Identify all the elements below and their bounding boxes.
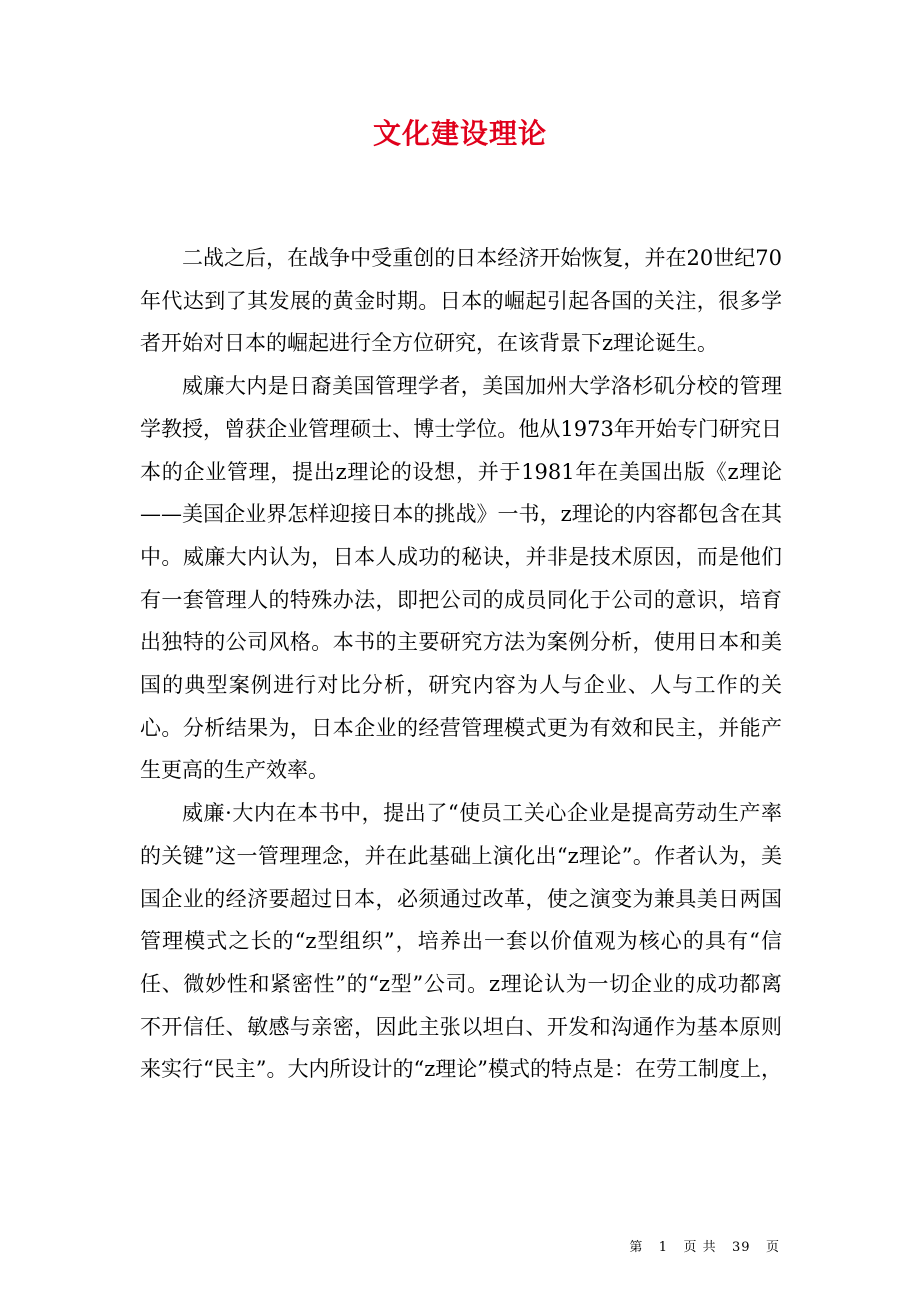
page-label-suffix: 页 — [765, 1240, 780, 1255]
page-label-prefix: 第 — [629, 1240, 644, 1255]
total-pages-number: 39 — [732, 1240, 751, 1255]
current-page-number: 1 — [658, 1240, 669, 1255]
paragraph-2: 威廉大内是日裔美国管理学者，美国加州大学洛杉矶分校的管理学教授，曾获企业管理硕士、博士学位。他从1973年开始专门研究日本的企业管理，提出z理论的设想，并于1981年在美国出版《z理论——美国企业界怎样迎接日本的挑战》一书，z理论的内容都包含在其中。威廉大内认为，日本人成功的秘诀，并非是技术原因，而是他们有一套管理人的特殊办法，即把公司的成员同化于公司的意识，培育出独特的公司风格。本书的主要研究方法为案例分析，使用日本和美国的典型案例进行对比分析，研究内容为人与企业、人与工作的关心。分析结果为，日本企业的经营管理模式更为有效和民主，并能产生更高的生产效率。 — [140, 374, 782, 783]
page-label-middle: 页 共 — [683, 1240, 717, 1255]
paragraph-1: 二战之后，在战争中受重创的日本经济开始恢复，并在20世纪70年代达到了其发展的黄金时期。日本的崛起引起各国的关注，很多学者开始对日本的崛起进行全方位研究，在该背景下z理论诞生。 — [140, 246, 782, 356]
paragraph-3: 威廉·大内在本书中，提出了“使员工关心企业是提高劳动生产率的关键”这一管理理念，并在此基础上演化出“z理论”。作者认为，美国企业的经济要超过日本，必须通过改革，使之演变为兼具美日两国管理模式之长的“z型组织”，培养出一套以价值观为核心的具有“信任、微妙性和紧密性”的“z型”公司。z理论认为一切企业的成功都离不开信任、敏感与亲密，因此主张以坦白、开发和沟通作为基本原则来实行“民主”。大内所设计的“z理论”模式的特点是：在劳工制度上， — [140, 801, 783, 1082]
page-footer — [629, 1236, 780, 1255]
document-title: 文化建设理论 — [372, 117, 547, 150]
document-body — [140, 237, 782, 1091]
